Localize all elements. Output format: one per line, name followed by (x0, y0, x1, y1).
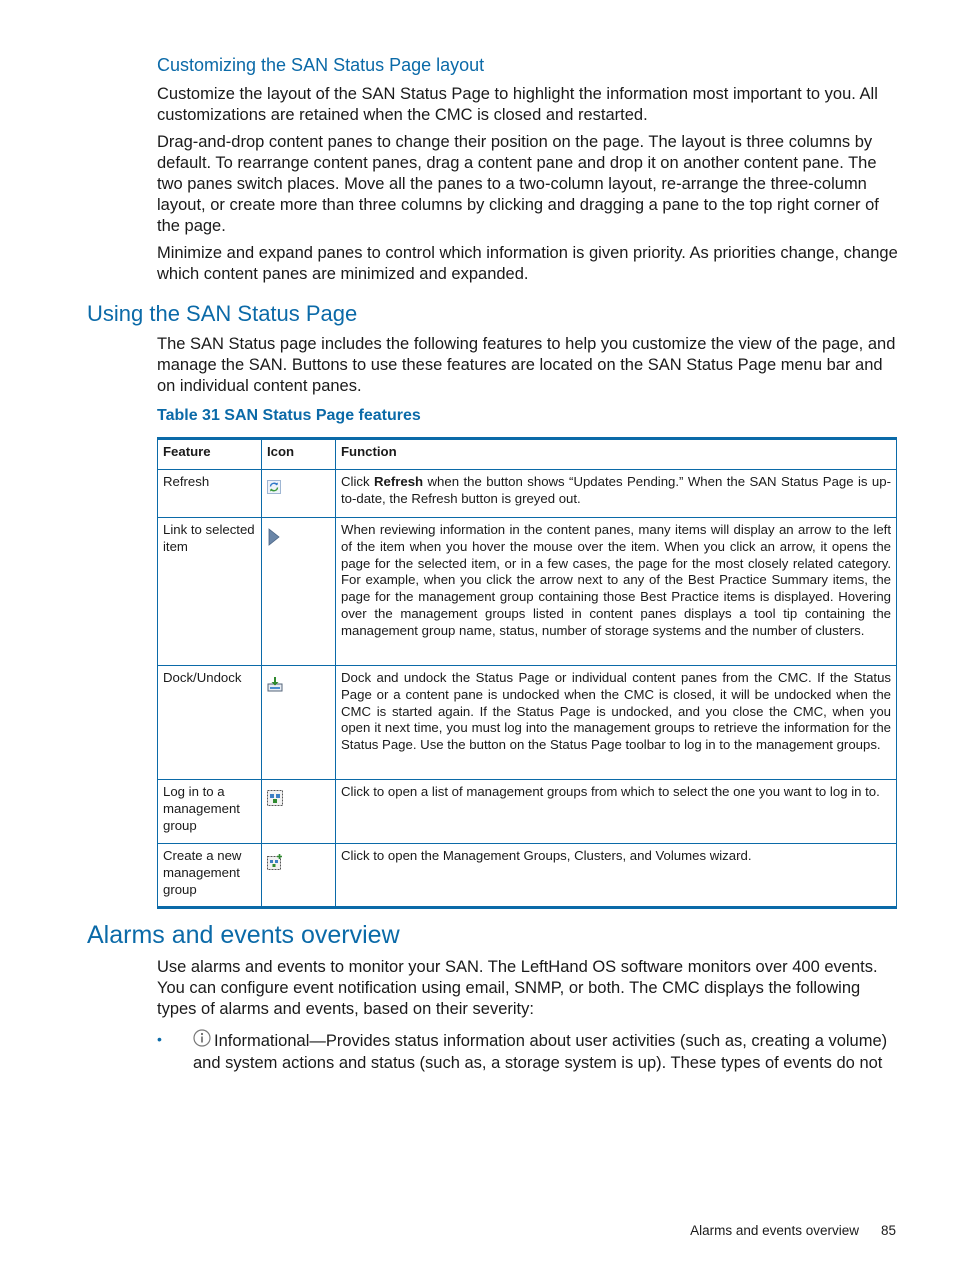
informational-text: Informational—Provides status information about user activities (such as, creating a volume) and system actions and status (such as, a storage system is up). These types of events do not (193, 1032, 888, 1072)
table-row (158, 844, 897, 908)
features-table (157, 437, 897, 909)
table-caption: Table 31 SAN Status Page features (157, 407, 421, 424)
login-management-group-icon (267, 790, 283, 811)
paragraph-using-intro: The SAN Status page includes the following features to help you customize the view of the page, and manage the SAN. Buttons to use these features are located on the SAN Status Page menu bar and on individual content panes. (157, 335, 896, 395)
dock-icon (267, 676, 283, 697)
column-header-icon: Icon (262, 439, 336, 470)
subsection-heading-customizing: Customizing the SAN Status Page layout (157, 55, 485, 75)
feature-cell: Create a new management group (158, 844, 262, 908)
column-header-feature: Feature (158, 439, 262, 470)
function-text-cont: when the button shows “Updates Pending.” When the SAN Status Page is up-to-date, the Refresh button is greyed out. (341, 474, 891, 506)
refresh-icon (267, 480, 281, 499)
feature-cell: Refresh (158, 470, 262, 518)
page-number: 85 (880, 1223, 896, 1238)
paragraph-drag-and-drop: Drag-and-drop content panes to change their position on the page. The layout is three columns by default. To rearrange content panes, drag a content pane and drop it on another content pane. The two panes switch places. Move all the panes to a two-column layout, re-arrange the three-column layout, or create more than three columns by clicking and dragging a pane to the top right corner of the page. (157, 133, 879, 235)
footer-section-title: Alarms and events overview (690, 1223, 859, 1238)
icon-cell (262, 470, 336, 518)
feature-cell: Link to selected item (158, 518, 262, 666)
function-cell: Dock and undock the Status Page or individual content panes from the CMC. If the Status Page or a content pane is undocked when the CMC is closed, it will be undocked when the CMC is started again. If the Status Page is undocked, and you close the CMC, when you open it next time, you must log into the management groups to retrieve the information for the Status Page. Use the button on the Status Page toolbar to log in to the management groups. (336, 666, 897, 780)
table-row (158, 518, 897, 666)
function-cell (336, 470, 897, 518)
feature-cell: Dock/Undock (158, 666, 262, 780)
table-row (158, 666, 897, 780)
function-bold-text: Refresh (373, 474, 424, 489)
paragraph-customize-intro: Customize the layout of the SAN Status Page to highlight the information most important to you. All customizations are retained when the CMC is closed and restarted. (157, 85, 878, 124)
section-heading-alarms-events: Alarms and events overview (87, 921, 400, 949)
list-item-informational (193, 1029, 899, 1074)
icon-cell (262, 780, 336, 844)
table-row (158, 470, 897, 518)
table-row (158, 780, 897, 844)
table-header-row (158, 439, 897, 470)
new-management-group-icon (267, 854, 283, 875)
page-footer (690, 1223, 896, 1238)
function-text: Click (341, 474, 374, 489)
info-icon (193, 1029, 211, 1053)
icon-cell (262, 518, 336, 666)
paragraph-alarms-intro: Use alarms and events to monitor your SAN. The LeftHand OS software monitors over 400 events. You can configure event notification using email, SNMP, or both. The CMC displays the following types of alarms and events, based on their severity: (157, 958, 878, 1018)
arrow-right-icon (267, 528, 281, 551)
function-cell: Click to open a list of management groups from which to select the one you want to log in to. (336, 780, 897, 844)
icon-cell (262, 844, 336, 908)
paragraph-minimize-expand: Minimize and expand panes to control which information is given priority. As priorities change, change which content panes are minimized and expanded. (157, 244, 898, 283)
feature-cell: Log in to a management group (158, 780, 262, 844)
bullet-marker: • (157, 1031, 162, 1047)
section-heading-using-san-status: Using the SAN Status Page (87, 301, 358, 326)
function-cell: When reviewing information in the content panes, many items will display an arrow to the left of the item when you hover the mouse over the item. When you click an arrow, it opens the page for the selected item, or in a few cases, the page for the most closely related category. For example, when you click the arrow next to any of the Best Practice Summary items, the page for the management group containing those Best Practice items is displayed. Hovering over the management groups listed in content panes displays a tool tip containing the management group name, status, number of storage systems and the number of clusters. (336, 518, 897, 666)
function-cell: Click to open the Management Groups, Clusters, and Volumes wizard. (336, 844, 897, 908)
column-header-function: Function (336, 439, 897, 470)
icon-cell (262, 666, 336, 780)
